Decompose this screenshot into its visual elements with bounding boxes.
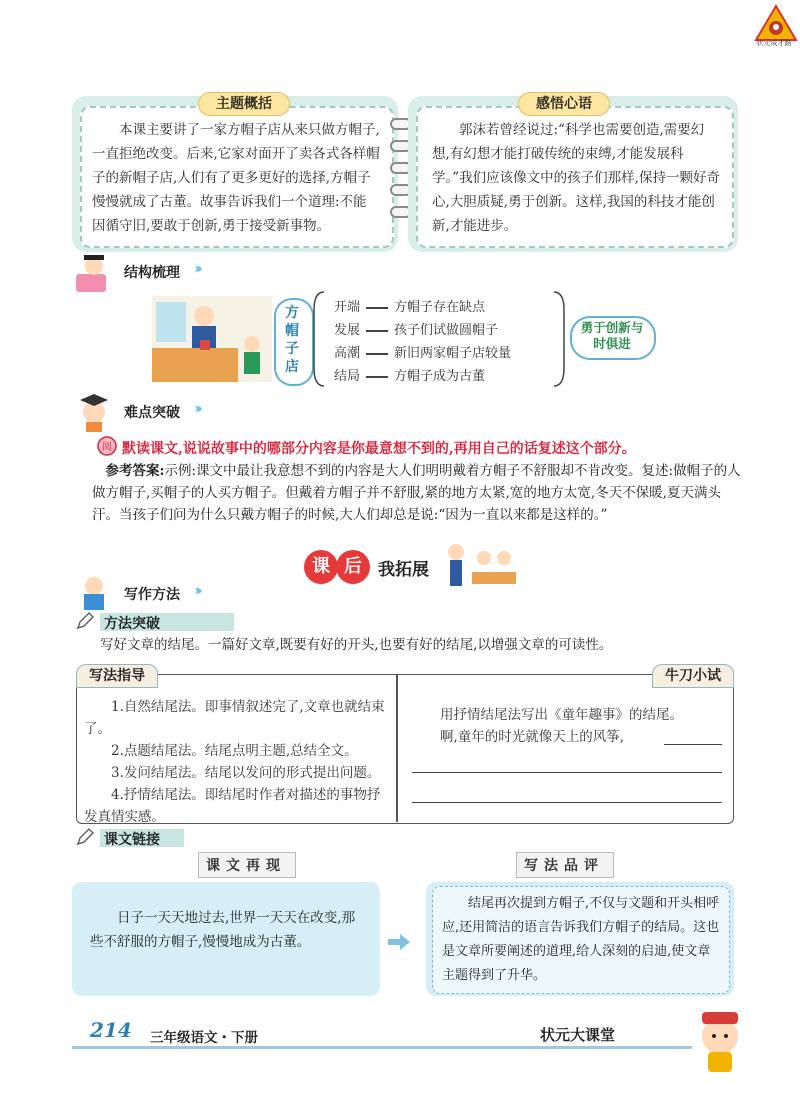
logo-text: 状元成才路 [756, 39, 792, 47]
trial-prompt: 用抒情结尾法写出《童年趣事》的结尾。 [440, 707, 683, 723]
svg-text:阅: 阅 [102, 442, 112, 453]
classroom-illustration [444, 540, 518, 592]
trial-start: 啊,童年的时光就像天上的风筝, [440, 729, 625, 745]
writing-title: 写作方法 [124, 587, 180, 603]
link-title: 课文链接 [100, 829, 184, 847]
guide-item: 4.抒情结尾法。即结尾时作者对描述的事物抒发真情实感。 [84, 787, 381, 825]
difficulty-title: 难点突破 [124, 405, 180, 421]
book-title: 三年级语文・下册 [150, 1030, 258, 1046]
banner-text: 我拓展 [378, 560, 429, 580]
teacher-icon [74, 574, 114, 610]
stage-row [334, 296, 485, 315]
page-number: 214 [90, 1018, 132, 1042]
insight-title: 感悟心语 [518, 92, 610, 116]
guide-item: 3.发问结尾法。结尾以发问的形式提出问题。 [111, 765, 381, 781]
right-title: 写法品评 [524, 858, 604, 874]
trial-title: 牛刀小试 [652, 664, 734, 688]
graduate-kid-icon [72, 392, 118, 432]
chevron-right-icon: ››› [194, 583, 199, 599]
answer-line[interactable] [664, 744, 722, 745]
brand-name: 状元大课堂 [540, 1026, 616, 1044]
method-text: 写好文章的结尾。一篇好文章,既要有好的开头,也要有好的结尾,以增强文章的可读性。 [100, 637, 613, 653]
stage-label: 发展 [334, 323, 361, 338]
stage-label: 开端 [334, 300, 361, 315]
stage-row [334, 319, 498, 338]
divider [396, 674, 398, 822]
difficulty-question: 默读课文,说说故事中的哪部分内容是你最意想不到的,再用自己的话复述这个部分。 [122, 441, 636, 457]
guide-title: 写法指导 [76, 664, 158, 688]
arrow-right-icon [388, 934, 410, 950]
difficulty-answer [92, 460, 742, 526]
structure-conclusion: 勇于创新与时俱进 [580, 320, 644, 351]
guide-item: 1.自然结尾法。即事情叙述完了,文章也就结束了。 [84, 699, 385, 737]
answer-line[interactable] [412, 802, 722, 803]
bracket-right-icon [552, 290, 566, 388]
question-icon [96, 436, 118, 456]
stage-text: 新旧两家帽子店较量 [394, 346, 512, 361]
stage-text: 方帽子存在缺点 [394, 300, 486, 315]
stage-text: 孩子们试做圆帽子 [394, 323, 499, 338]
guide-item: 2.点题结尾法。结尾点明主题,总结全文。 [111, 743, 358, 759]
theme-text: 本课主要讲了一家方帽子店从来只做方帽子,一直拒绝改变。后来,它家对面开了卖各式各样帽子的新帽子店,人们有了更多更好的选择,方帽子慢慢就成了古董。故事告诉我们一个道理:不能因循守旧,要敢于创新,勇于接受新事物。 [92, 122, 380, 234]
pencil-icon [76, 612, 94, 630]
answer-label: 参考答案: [105, 463, 165, 479]
left-title: 课文再现 [206, 858, 286, 874]
chevron-right-icon: ››› [194, 261, 199, 277]
stage-label: 结局 [334, 369, 361, 384]
answer-text: 示例:课文中最让我意想不到的内容是大人们明明戴着方帽子不舒服却不肯改变。复述:做帽子的人做方帽子,买帽子的人买方帽子。但戴着方帽子并不舒服,紧的地方太紧,宽的地方太宽,冬天不保暖,夏天满头汗。当孩子们问为什么只戴方帽子的时候,大人们却总是说:“因为一直以来都是这样的。” [92, 463, 741, 523]
stage-row [334, 342, 511, 361]
mascot-icon [690, 1006, 750, 1074]
guide-list [84, 696, 390, 828]
answer-line[interactable] [412, 772, 722, 773]
student-reading-icon [72, 254, 122, 294]
bracket-left-icon [312, 290, 326, 388]
method-title: 方法突破 [100, 613, 234, 631]
pencil-icon [76, 828, 94, 846]
theme-title: 主题概括 [198, 92, 290, 116]
right-text: 结尾再次提到方帽子,不仅与文题和开头相呼应,还用简洁的语言告诉我们方帽子的结局。这也是文章所要阐述的道理,给人深刻的启迪,使文章主题得到了升华。 [442, 896, 720, 983]
structure-center: 方帽子店 [285, 305, 299, 375]
banner-badge: 课 [304, 550, 338, 584]
stage-text: 方帽子成为古董 [394, 369, 486, 384]
footer-line [72, 1046, 692, 1049]
banner-badge: 后 [336, 550, 370, 584]
insight-text: 郭沫若曾经说过:“科学也需要创造,需要幻想,有幻想才能打破传统的束缚,才能发展科学。”我们应该像文中的孩子们那样,保持一颗好奇心,大胆质疑,勇于创新。这样,我国的科技才能创新,才能进步。 [432, 122, 720, 234]
structure-title: 结构梳理 [124, 265, 180, 281]
stage-label: 高潮 [334, 346, 361, 361]
shop-illustration [152, 296, 272, 382]
stage-row [334, 365, 485, 384]
left-text: 日子一天天地过去,世界一天天在改变,那些不舒服的方帽子,慢慢地成为古董。 [90, 910, 356, 950]
chevron-right-icon: ››› [194, 401, 199, 417]
